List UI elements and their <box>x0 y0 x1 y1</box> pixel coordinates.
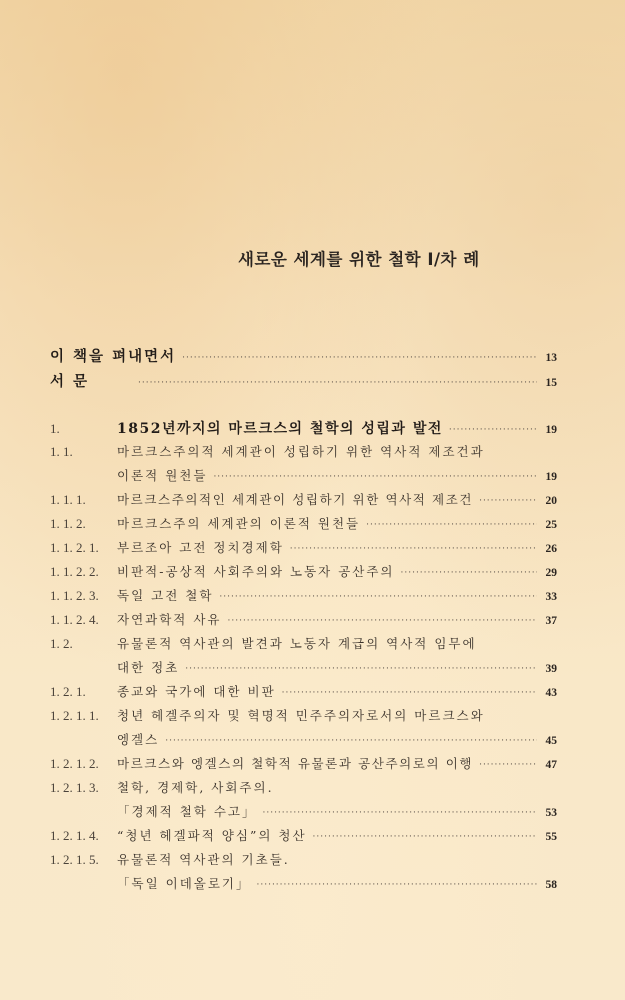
toc-page-number: 13 <box>545 352 557 364</box>
toc-label: 청년 헤겔주의자 및 혁명적 민주주의자로서의 마르크스와 <box>117 708 485 723</box>
toc-page-number: 58 <box>545 879 557 891</box>
toc-label: 철학, 경제학, 사회주의. <box>117 780 274 795</box>
toc-number: 1. 1. 2. 3. <box>50 588 99 603</box>
leader-dots <box>401 568 538 578</box>
toc-entry-1-2-1-5[interactable] <box>50 850 557 872</box>
toc-entry-1-2-1-5-continued[interactable] <box>50 874 557 896</box>
toc-number: 1. 1. 2. 2. <box>50 564 99 579</box>
toc-page-number: 37 <box>545 615 557 627</box>
toc-page-number: 55 <box>545 831 557 843</box>
leader-dots <box>290 544 537 554</box>
toc-entry-1-2-1-3[interactable] <box>50 778 557 800</box>
toc-number: 1. 2. 1. 4. <box>50 828 99 843</box>
toc-number: 1. 1. 2. 4. <box>50 612 99 627</box>
toc-page-number: 33 <box>545 591 557 603</box>
toc-page-number: 47 <box>545 759 557 771</box>
toc-number: 1. 2. 1. 5. <box>50 852 99 867</box>
leader-dots <box>313 832 537 842</box>
toc-label: 비판적-공상적 사회주의와 노동자 공산주의 <box>117 564 395 579</box>
toc-label: 마르크스와 엥겔스의 철학적 유물론과 공산주의로의 이행 <box>117 756 474 771</box>
leader-dots <box>449 425 537 435</box>
leader-dots <box>138 378 537 388</box>
toc-label: 마르크스주의 세계관의 이론적 원천들 <box>117 516 361 531</box>
toc-number: 1. 2. 1. 2. <box>50 756 99 771</box>
toc-label-continuation: 대한 정초 <box>117 660 180 675</box>
toc-number: 1. 2. <box>50 636 73 651</box>
leader-dots <box>165 736 537 746</box>
leader-dots <box>282 688 537 698</box>
leader-dots <box>182 353 537 363</box>
toc-label-continuation: 「독일 이데올로기」 <box>117 876 251 891</box>
toc-entry-1-1-1[interactable] <box>50 490 557 512</box>
toc-entry-1-2-1-1-continued[interactable] <box>50 730 557 752</box>
toc-entry-1-2-1-1[interactable] <box>50 706 557 728</box>
toc-page-number: 20 <box>545 495 557 507</box>
toc-entry-1-2-continued[interactable] <box>50 658 557 680</box>
toc-label: 1852년까지의 마르크스의 철학의 성립과 발전 <box>117 421 443 437</box>
toc-number: 1. 2. 1. <box>50 684 86 699</box>
toc-page-number: 39 <box>545 663 557 675</box>
toc-entry-1-1-2[interactable] <box>50 514 557 536</box>
toc-page-number: 15 <box>545 377 557 389</box>
page-title: 새로운 세계를 위한 철학 Ⅰ/차 례 <box>238 250 480 269</box>
toc-entry-1-2-1-2[interactable] <box>50 754 557 776</box>
toc-number: 1. 1. 1. <box>50 492 86 507</box>
leader-dots <box>366 520 537 530</box>
toc-number: 1. 2. 1. 3. <box>50 780 99 795</box>
toc-page-number: 43 <box>545 687 557 699</box>
toc-page-number: 26 <box>545 543 557 555</box>
toc-number: 1. 1. 2. 1. <box>50 540 99 555</box>
toc-entry-1-1-2-4[interactable] <box>50 610 557 632</box>
toc-entry-1-2-1-4[interactable] <box>50 826 557 848</box>
toc-front-preface[interactable] <box>50 345 557 367</box>
toc-page-number: 53 <box>545 807 557 819</box>
toc-label-continuation: 「경제적 철학 수고」 <box>117 804 257 819</box>
toc-number: 1. <box>50 421 60 436</box>
toc-entry-1-1-2-3[interactable] <box>50 586 557 608</box>
leader-dots <box>262 808 537 818</box>
toc-entry-1-2[interactable] <box>50 634 557 656</box>
toc-label: 자연과학적 사유 <box>117 612 222 627</box>
toc-number: 1. 1. <box>50 444 73 459</box>
toc-label: 서 문 <box>50 373 90 390</box>
toc-entry-1-2-1-3-continued[interactable] <box>50 802 557 824</box>
leader-dots <box>228 616 538 626</box>
toc-entry-1[interactable] <box>50 418 557 440</box>
toc-page-number: 25 <box>545 519 557 531</box>
toc-label: 마르크스주의적 세계관이 성립하기 위한 역사적 제조건과 <box>117 444 485 459</box>
toc-page-number: 45 <box>545 735 557 747</box>
leader-dots <box>479 760 537 770</box>
toc-label: 부르조아 고전 정치경제학 <box>117 540 284 555</box>
leader-dots <box>213 472 537 482</box>
toc-entry-1-1-continued[interactable] <box>50 466 557 488</box>
leader-dots <box>479 496 537 506</box>
toc-entry-1-2-1[interactable] <box>50 682 557 704</box>
toc-label-continuation: 이론적 원천들 <box>117 468 208 483</box>
toc-label: 이 책을 펴내면서 <box>50 348 177 365</box>
toc-entry-1-1-2-2[interactable] <box>50 562 557 584</box>
toc-entry-1-1[interactable] <box>50 442 557 464</box>
toc-label: 종교와 국가에 대한 비판 <box>117 684 276 699</box>
leader-dots <box>219 592 537 602</box>
toc-label-continuation: 엥겔스 <box>117 732 160 747</box>
toc-page-number: 29 <box>545 567 557 579</box>
toc-front-introduction[interactable] <box>50 370 557 392</box>
toc-page-number: 19 <box>545 424 557 436</box>
toc-label: 유물론적 역사관의 발견과 노동자 계급의 역사적 임무에 <box>117 636 477 651</box>
leader-dots <box>257 880 538 890</box>
toc-label: 마르크스주의적인 세계관이 성립하기 위한 역사적 제조건 <box>117 492 474 507</box>
toc-label: 유물론적 역사관의 기초들. <box>117 852 290 867</box>
toc-label: 독일 고전 철학 <box>117 588 214 603</box>
toc-label: “청년 헤겔파적 양심”의 청산 <box>117 828 307 843</box>
toc-number: 1. 1. 2. <box>50 516 86 531</box>
toc-entry-1-1-2-1[interactable] <box>50 538 557 560</box>
leader-dots <box>185 664 537 674</box>
toc-page-number: 19 <box>545 471 557 483</box>
toc-number: 1. 2. 1. 1. <box>50 708 99 723</box>
